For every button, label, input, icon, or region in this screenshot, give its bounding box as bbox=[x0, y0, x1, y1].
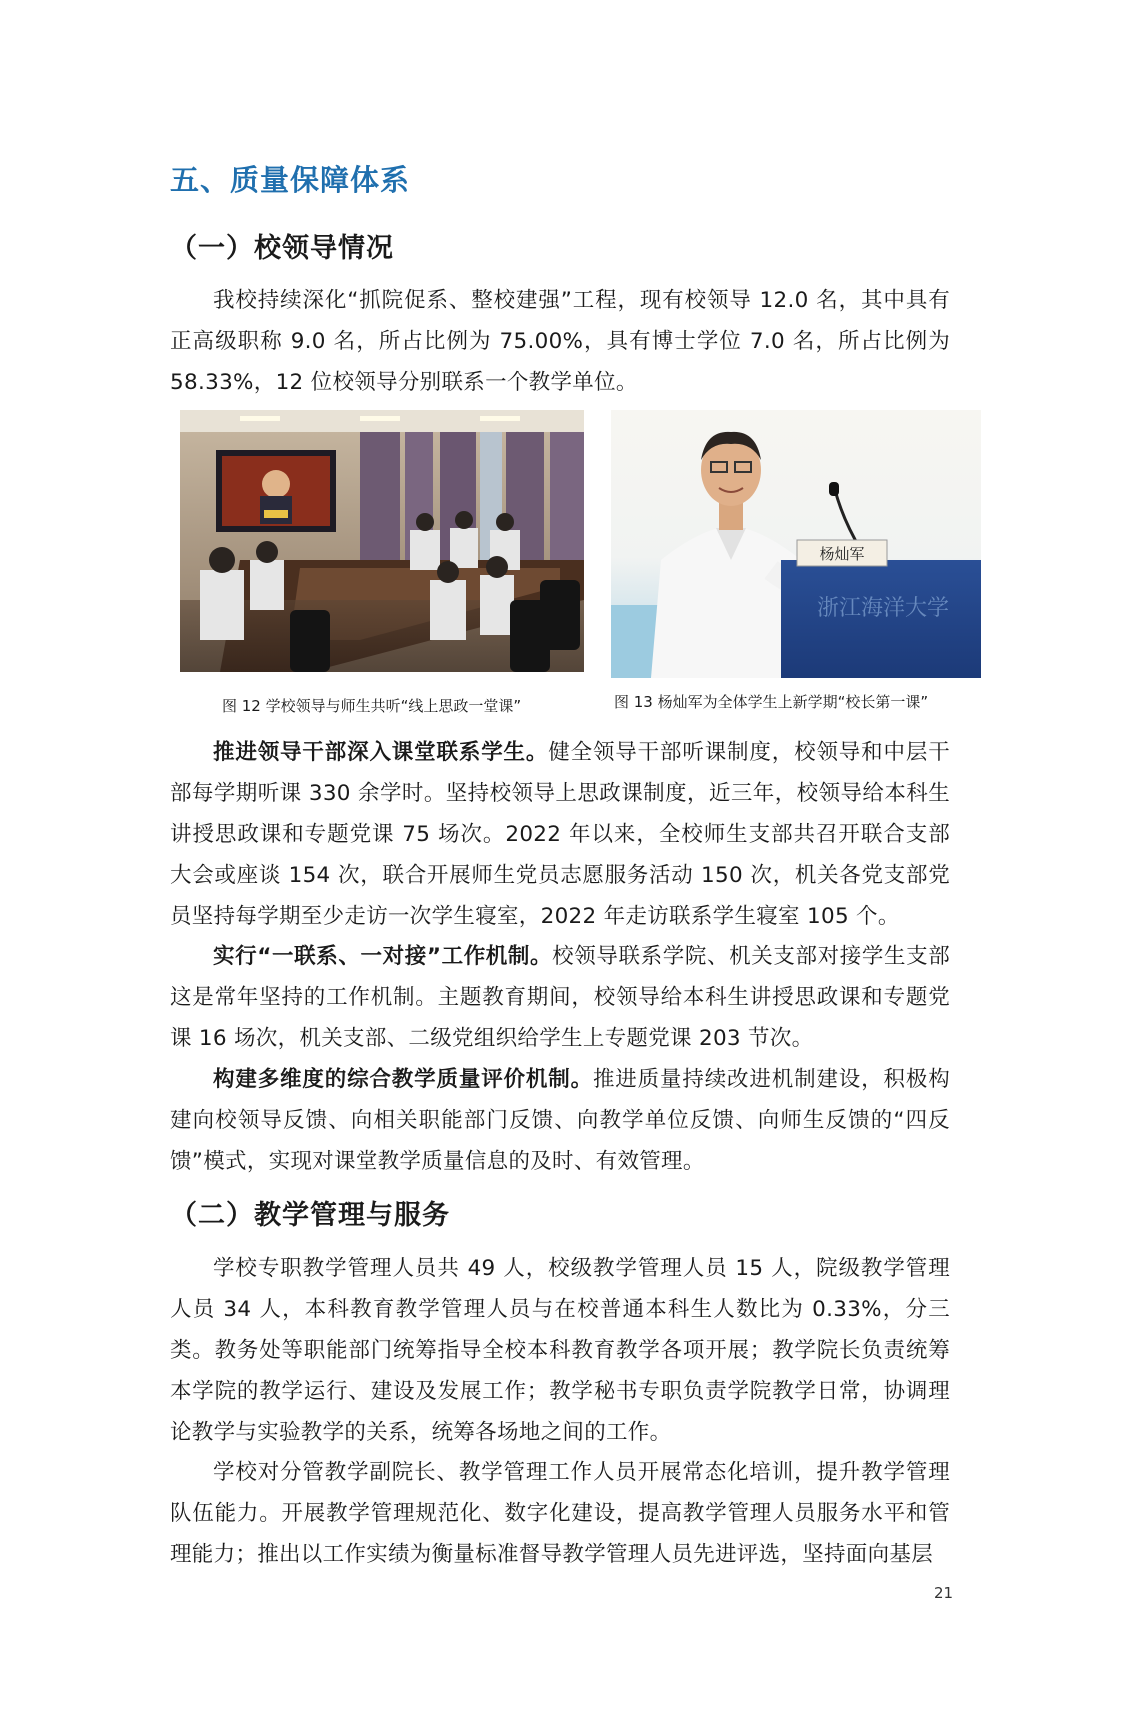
paragraph-evaluation bbox=[170, 1059, 950, 1182]
section-title: 五、质量保障体系 bbox=[170, 163, 411, 197]
paragraph-mechanism-lead: 实行“一联系、一对接”工作机制。 bbox=[213, 944, 553, 969]
figure-13-caption: 图 13 杨灿军为全体学生上新学期“校长第一课” bbox=[614, 693, 929, 711]
paragraph-evaluation-body: 推进质量持续改进机制建设，积极构建向校领导反馈、向相关职能部门反馈、向教学单位反馈、向师生反馈的“四反馈”模式，实现对课堂教学质量信息的及时、有效管理。 bbox=[170, 1067, 950, 1174]
podium-text: 浙江海洋大学 bbox=[816, 596, 950, 621]
paragraph-evaluation-lead: 构建多维度的综合教学质量评价机制。 bbox=[213, 1067, 593, 1092]
subsection-title-leadership: （一）校领导情况 bbox=[170, 233, 394, 264]
paragraph-mechanism bbox=[170, 936, 950, 1059]
speaker-photo bbox=[611, 410, 981, 678]
figure-12-photo bbox=[180, 410, 584, 672]
figure-12-caption: 图 12 学校领导与师生共听“线上思政一堂课” bbox=[222, 697, 522, 715]
paragraph-mechanism-body: 校领导联系学院、机关支部对接学生支部这是常年坚持的工作机制。主题教育期间，校领导给本科生讲授思政课和专题党课 16 场次，机关支部、二级党组织给学生上专题党课 203 节次。 bbox=[170, 944, 950, 1051]
paragraph-classroom-body: 健全领导干部听课制度，校领导和中层干部每学期听课 330 余学时。坚持校领导上思政课制度，近三年，校领导给本科生讲授思政课和专题党课 75 场次。2022 年以来，全校师生支部共召开联合支部大会或座谈 154 次，联合开展师生党员志愿服务活动 150 次，机关各党支部党员坚持每学期至少走访一次学生寝室，2022 年走访联系学生寝室 105 个。 bbox=[170, 740, 950, 929]
nameplate-text: 杨灿军 bbox=[819, 545, 865, 563]
paragraph-classroom bbox=[170, 732, 950, 937]
subsection-title-management: （二）教学管理与服务 bbox=[170, 1200, 450, 1231]
paragraph-leadership: 我校持续深化“抓院促系、整校建强”工程，现有校领导 12.0 名，其中具有正高级职称 9.0 名，所占比例为 75.00%，具有博士学位 7.0 名，所占比例为 58.33%，12 位校领导分别联系一个教学单位。 bbox=[170, 288, 950, 395]
page-number: 21 bbox=[934, 1584, 954, 1602]
paragraph-staff: 学校专职教学管理人员共 49 人，校级教学管理人员 15 人，院级教学管理人员 34 人，本科教育教学管理人员与在校普通本科生人数比为 0.33%，分三类。教务处等职能部门统筹指导全校本科教育教学各项开展；教学院长负责统筹本学院的教学运行、建设及发展工作；教学秘书专职负责学院教学日常，协调理论教学与实验教学的关系，统筹各场地之间的工作。 bbox=[170, 1256, 950, 1445]
figure-13-photo bbox=[611, 410, 981, 678]
paragraph-training: 学校对分管教学副院长、教学管理工作人员开展常态化培训，提升教学管理队伍能力。开展教学管理规范化、数字化建设，提高教学管理人员服务水平和管理能力；推出以工作实绩为衡量标准督导教学管理人员先进评选，坚持面向基层 bbox=[170, 1460, 950, 1567]
meeting-room-photo bbox=[180, 410, 584, 672]
paragraph-classroom-lead: 推进领导干部深入课堂联系学生。 bbox=[213, 740, 549, 765]
